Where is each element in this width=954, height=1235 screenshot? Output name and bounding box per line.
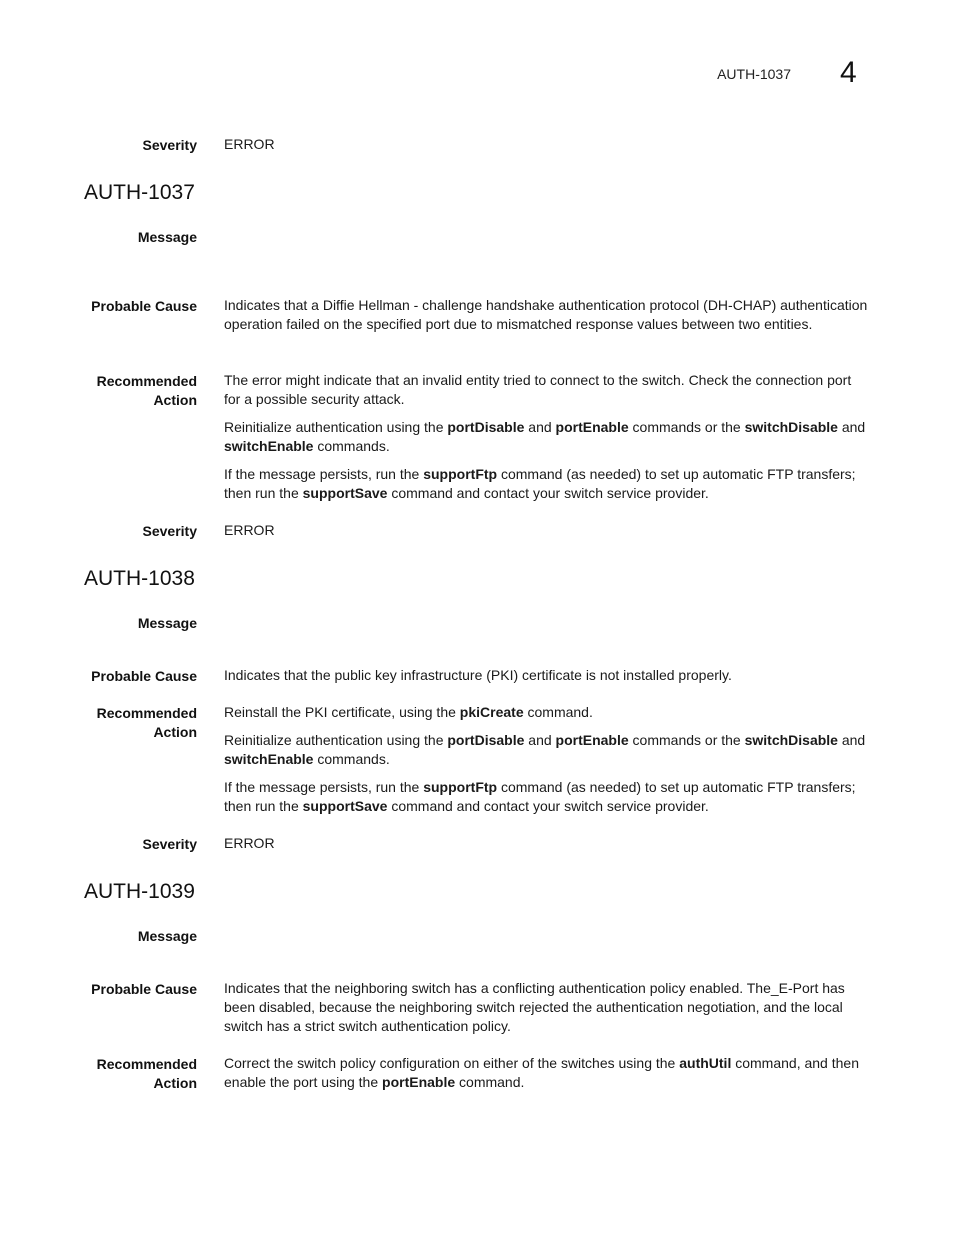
probable-cause-label: Probable Cause (91, 981, 197, 997)
command-supportsave: supportSave (302, 485, 388, 501)
probable-cause-label: Probable Cause (91, 298, 197, 314)
command-switchenable: switchEnable (224, 751, 314, 767)
command-portdisable: portDisable (447, 732, 525, 748)
action-paragraph: Reinstall the PKI certificate, using the pkiCreate command. (224, 704, 593, 720)
severity-value: ERROR (224, 835, 275, 851)
message-label: Message (137, 615, 197, 631)
severity-label: Severity (142, 137, 197, 153)
probable-cause-label: Probable Cause (91, 668, 197, 684)
running-header (0, 56, 954, 94)
recommended-action-text (224, 1054, 869, 1092)
action-paragraph: Correct the switch policy configuration on either of the switches using the authUtil command, and then enable the port using the portEnable command. (224, 1055, 859, 1090)
command-portdisable: portDisable (447, 419, 525, 435)
reinitialize-paragraph: Reinitialize authentication using the portDisable and portEnable commands or the switchDisable and switchEnable commands. (224, 419, 866, 454)
severity-label: Severity (142, 523, 197, 539)
command-switchdisable: switchDisable (744, 732, 838, 748)
command-portenable: portEnable (555, 732, 629, 748)
probable-cause-paragraph: Indicates that a Diffie Hellman - challenge handshake authentication protocol (DH-CHAP) authentication operation failed on the specified port due to mismatched response values between two entities. (224, 297, 868, 332)
recommended-action-label: Recommended Action (96, 1056, 197, 1091)
recommended-action-label: Recommended Action (96, 373, 197, 408)
persist-paragraph: If the message persists, run the supportFtp command (as needed) to set up automatic FTP transfers; then run the supportSave command and contact your switch service provider. (224, 779, 856, 814)
severity-value: ERROR (224, 136, 275, 152)
section-heading-auth-1038: AUTH-1038 (84, 567, 195, 590)
probable-cause-text (224, 666, 869, 685)
command-supportftp: supportFtp (423, 466, 498, 482)
message-label: Message (137, 928, 197, 944)
recommended-action-text (224, 703, 869, 816)
section-heading-auth-1039: AUTH-1039 (84, 880, 195, 903)
recommended-action-text (224, 371, 869, 503)
running-title: AUTH-1037 (717, 66, 791, 82)
probable-cause-text (224, 979, 869, 1036)
section-heading-auth-1037: AUTH-1037 (84, 181, 195, 204)
probable-cause-paragraph: Indicates that the neighboring switch has a conflicting authentication policy enabled. The_E-Port has been disabled, because the neighboring switch rejected the authentication negotiation, and the local switch has a strict switch authentication policy. (224, 980, 845, 1034)
command-portenable: portEnable (555, 419, 629, 435)
reinitialize-paragraph: Reinitialize authentication using the portDisable and portEnable commands or the switchDisable and switchEnable commands. (224, 732, 866, 767)
persist-paragraph: If the message persists, run the supportFtp command (as needed) to set up automatic FTP transfers; then run the supportSave command and contact your switch service provider. (224, 466, 856, 501)
recommended-action-label: Recommended Action (96, 705, 197, 740)
command-switchenable: switchEnable (224, 438, 314, 454)
command-supportftp: supportFtp (423, 779, 498, 795)
message-label: Message (137, 229, 197, 245)
command-pkicreate: pkiCreate (459, 704, 524, 720)
command-supportsave: supportSave (302, 798, 388, 814)
severity-label: Severity (142, 836, 197, 852)
command-portenable: portEnable (382, 1074, 456, 1090)
probable-cause-text (224, 296, 869, 334)
command-authutil: authUtil (679, 1055, 732, 1071)
action-paragraph: The error might indicate that an invalid entity tried to connect to the switch. Check the connection port for a possible security attack. (224, 372, 852, 407)
severity-value: ERROR (224, 522, 275, 538)
probable-cause-paragraph: Indicates that the public key infrastructure (PKI) certificate is not installed properly. (224, 667, 732, 683)
chapter-number: 4 (840, 56, 857, 89)
command-switchdisable: switchDisable (744, 419, 838, 435)
